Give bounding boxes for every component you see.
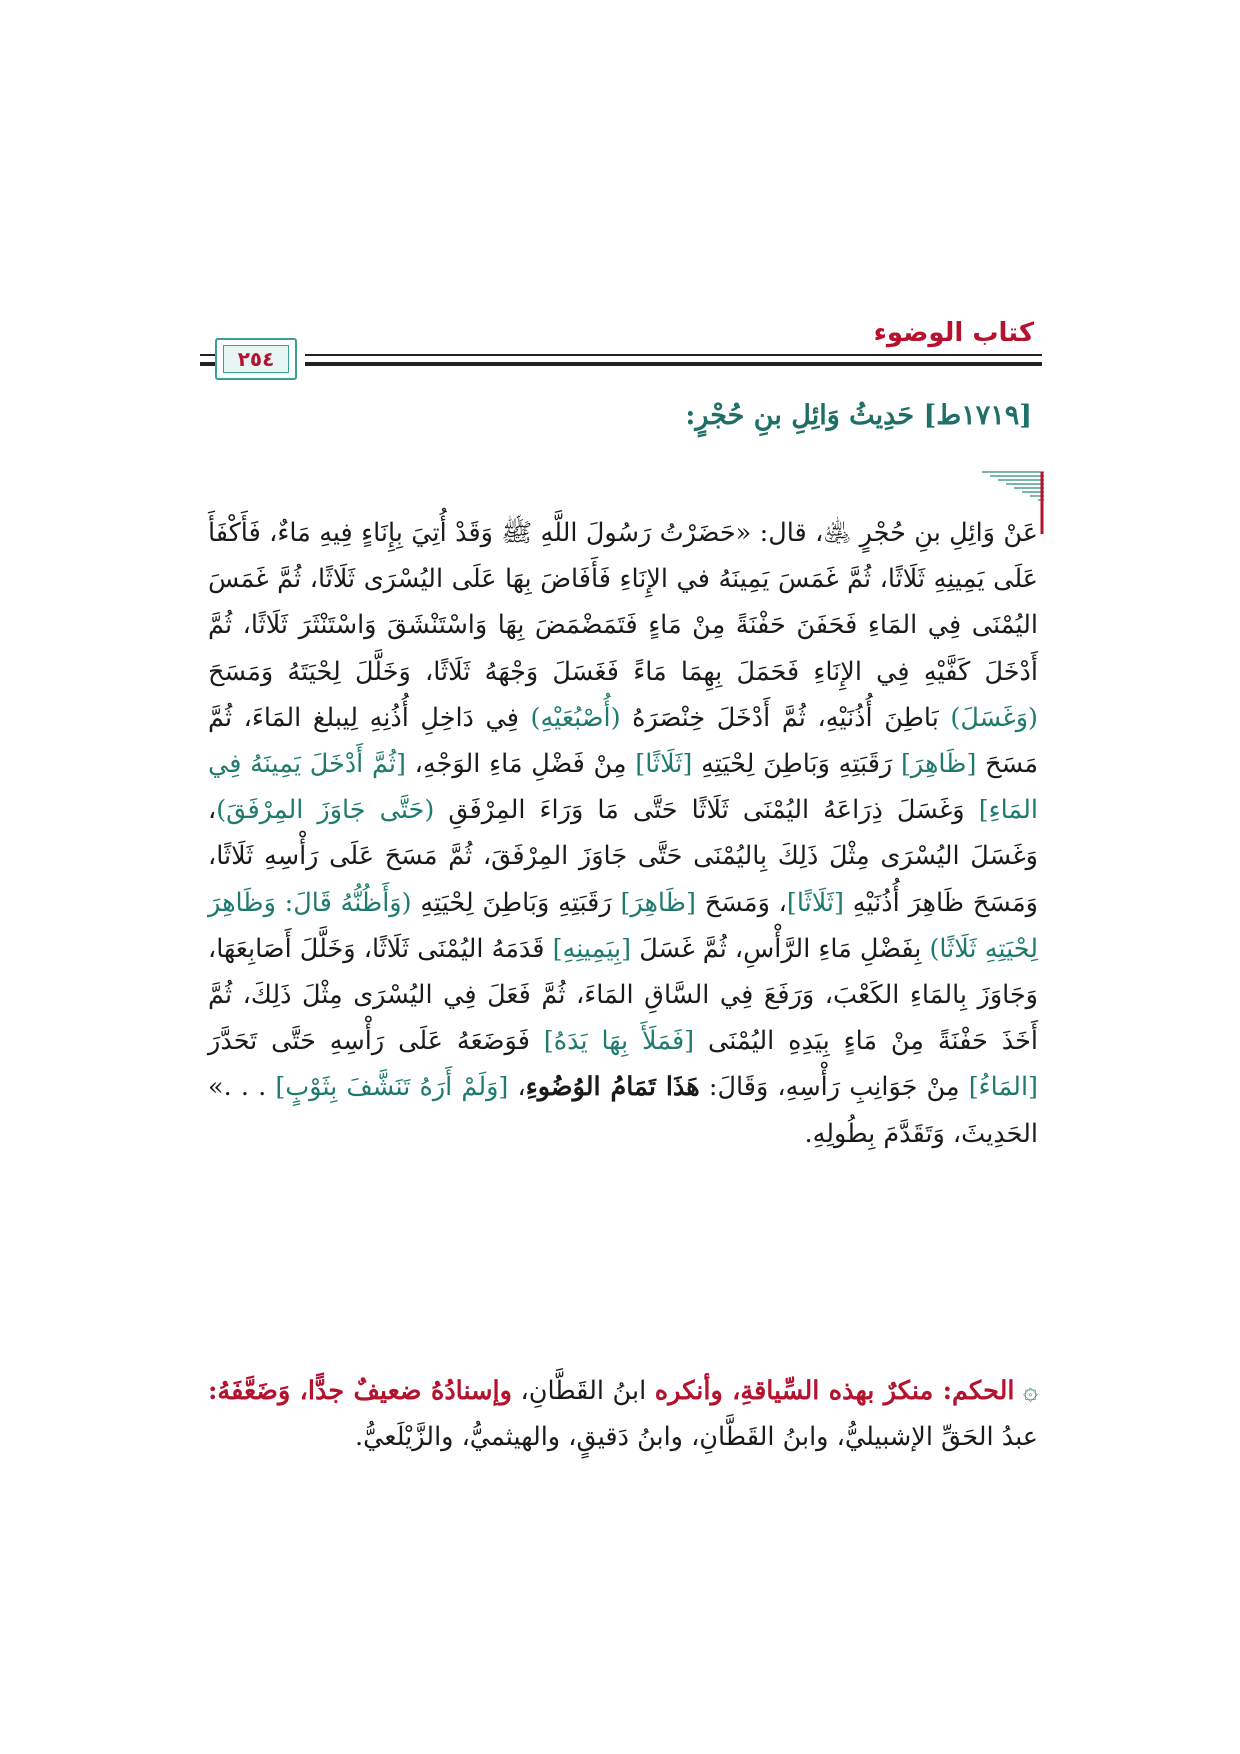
ruling-label: وإسنادُهُ ضعيفٌ جدًّا، وَضَعَّفَهُ: bbox=[208, 1376, 512, 1406]
emphasized-phrase: هَذَا تَمَامُ الوُضُوءِ bbox=[525, 1072, 700, 1103]
text-segment: فَوَضَعَهُ عَلَى رَأْسِهِ حَتَّى تَحَدَّرَ bbox=[208, 1026, 544, 1057]
text-segment: رَقَبَتِهِ وَبَاطِنَ لِحْيَتِهِ bbox=[692, 749, 901, 780]
text-segment: عَنْ وَائِلِ بنِ حُجْرٍ ﵁، قال: «حَضَرْتُ رَسُولَ اللَّهِ ﷺ وَقَدْ أُتِيَ بِإِنَاءٍ فِيهِ مَاءٌ، فَأَكْفَأَ عَلَى يَمِينِهِ ثَلَاثًا، ثُمَّ غَمَسَ يَمِينَهُ في الإِنَاءِ فَأَفَاضَ بِهَا عَلَى اليُسْرَى ثَلَاثًا، ثُمَّ غَمَسَ اليُمْنَى فِي المَاءِ فَحَفَنَ حَفْنَةً مِنْ مَاءٍ فَتَمَضْمَضَ بِهَا وَاسْتَنْشَقَ وَاسْتَنْثَرَ ثَلَاثًا، ثُمَّ أَدْخَلَ كَفَّيْهِ فِي الإِنَاءِ فَحَمَلَ بِهِمَا مَاءً فَغَسَلَ وَجْهَهُ ثَلَاثًا، وَخَلَّلَ لِحْيَتَهُ وَمَسَحَ bbox=[208, 518, 1038, 687]
text-segment: ، وَمَسَحَ bbox=[695, 887, 787, 918]
page-header bbox=[200, 318, 1042, 382]
header-rule-left-thick bbox=[200, 362, 215, 366]
book-title: كتاب الوضوء bbox=[873, 318, 1034, 348]
ornament-bullet-icon: ۞ bbox=[1014, 1376, 1038, 1406]
variant-addition: (أُصْبُعَيْهِ) bbox=[530, 702, 621, 733]
text-segment: مِنْ فَضْلِ مَاءِ الوَجْهِ، bbox=[405, 749, 636, 780]
variant-addition: [ثُمَّ أَدْخَلَ يَمِينَهُ فِي المَاءِ] bbox=[208, 749, 1038, 826]
text-segment: قَدَمَهُ اليُمْنَى ثَلَاثًا، وَخَلَّلَ أَصَابِعَهَا، وَجَاوَزَ بِالمَاءِ الكَعْبَ، وَرَفَعَ فِي السَّاقِ المَاءَ، ثُمَّ فَعَلَ فِي اليُسْرَى مِثْلَ ذَلِكَ، ثُمَّ أَخَذَ حَفْنَةً مِنْ مَاءٍ بِيَدِهِ اليُمْنَى bbox=[208, 933, 1039, 1057]
text-segment: ، وَغَسَلَ اليُسْرَى مِثْلَ ذَلِكَ بِاليُمْنَى حَتَّى جَاوَزَ المِرْفَقَ، ثُمَّ مَسَحَ عَلَى رَأْسِهِ ثَلَاثًا، وَمَسَحَ ظَاهِرَ أُذُنَيْهِ bbox=[208, 795, 1038, 918]
ruling-text bbox=[208, 1368, 1038, 1460]
text-segment: بِفَضْلِ مَاءِ الرَّأْسِ، ثُمَّ غَسَلَ bbox=[631, 933, 930, 964]
hadith-number: [١٧١٩ط] bbox=[923, 400, 1032, 431]
variant-addition: [بِيَمِينِهِ] bbox=[552, 933, 632, 964]
variant-addition: (وَغَسَلَ) bbox=[950, 702, 1038, 733]
variant-addition: [المَاءُ] bbox=[968, 1072, 1038, 1103]
hadith-title: حَدِيثُ وَائِلِ بنِ حُجْرٍ: bbox=[685, 400, 915, 431]
text-segment: مِنْ جَوَانِبِ رَأْسِهِ، وَقَالَ: bbox=[699, 1072, 969, 1103]
ruling-label: الحكم: منكرٌ بهذه السِّياقةِ، وأنكره bbox=[654, 1376, 1015, 1406]
text-segment: ، bbox=[508, 1072, 526, 1103]
header-rule bbox=[305, 354, 1042, 356]
hadith-heading bbox=[685, 400, 1032, 431]
header-rule-thick bbox=[305, 362, 1042, 366]
text-segment: . . .» الحَدِيثَ، وَتَقَدَّمَ بِطُولِهِ. bbox=[208, 1072, 1038, 1149]
variant-addition: (وَأَظُنُّهُ قَالَ: وَظَاهِرَ لِحْيَتِهِ ثَلَاثًا) bbox=[208, 887, 1038, 964]
text-segment: بَاطِنَ أُذُنَيْهِ، ثُمَّ أَدْخَلَ خِنْصَرَهُ bbox=[620, 702, 951, 733]
variant-addition: [ثَلَاثًا] bbox=[786, 887, 844, 918]
hadith-text bbox=[208, 510, 1038, 1157]
variant-addition: [ثَلَاثًا] bbox=[635, 749, 693, 780]
text-segment: رَقَبَتِهِ وَبَاطِنَ لِحْيَتِهِ bbox=[411, 887, 621, 918]
text-segment: ابنُ القَطَّانِ، bbox=[511, 1376, 655, 1406]
variant-addition: (حَتَّى جَاوَزَ المِرْفَقَ) bbox=[216, 795, 435, 826]
text-segment: وَغَسَلَ ذِرَاعَهُ اليُمْنَى ثَلَاثًا حَتَّى مَا وَرَاءَ المِرْفَقِ bbox=[434, 795, 979, 826]
variant-addition: [فَمَلَأَ بِهَا يَدَهُ] bbox=[543, 1026, 695, 1057]
variant-addition: [ظَاهِرَ] bbox=[620, 887, 696, 918]
header-rule-left bbox=[200, 354, 215, 356]
text-segment: فِي دَاخِلِ أُذُنِهِ لِيبلغ المَاءَ، ثُمَّ مَسَحَ bbox=[208, 702, 1038, 780]
page-number: ٢٥٤ bbox=[223, 345, 289, 373]
text-segment: عبدُ الحَقِّ الإشبيليُّ، وابنُ القَطَّانِ، وابنُ دَقيقٍ، والهيثميُّ، والزَّيْلَعيُّ. bbox=[355, 1422, 1038, 1452]
page-number-box bbox=[215, 338, 297, 380]
variant-addition: [ظَاهِرَ] bbox=[900, 749, 977, 780]
variant-addition: [وَلَمْ أَرَهُ تَنَشَّفَ بِثَوْبٍ] bbox=[275, 1072, 509, 1103]
